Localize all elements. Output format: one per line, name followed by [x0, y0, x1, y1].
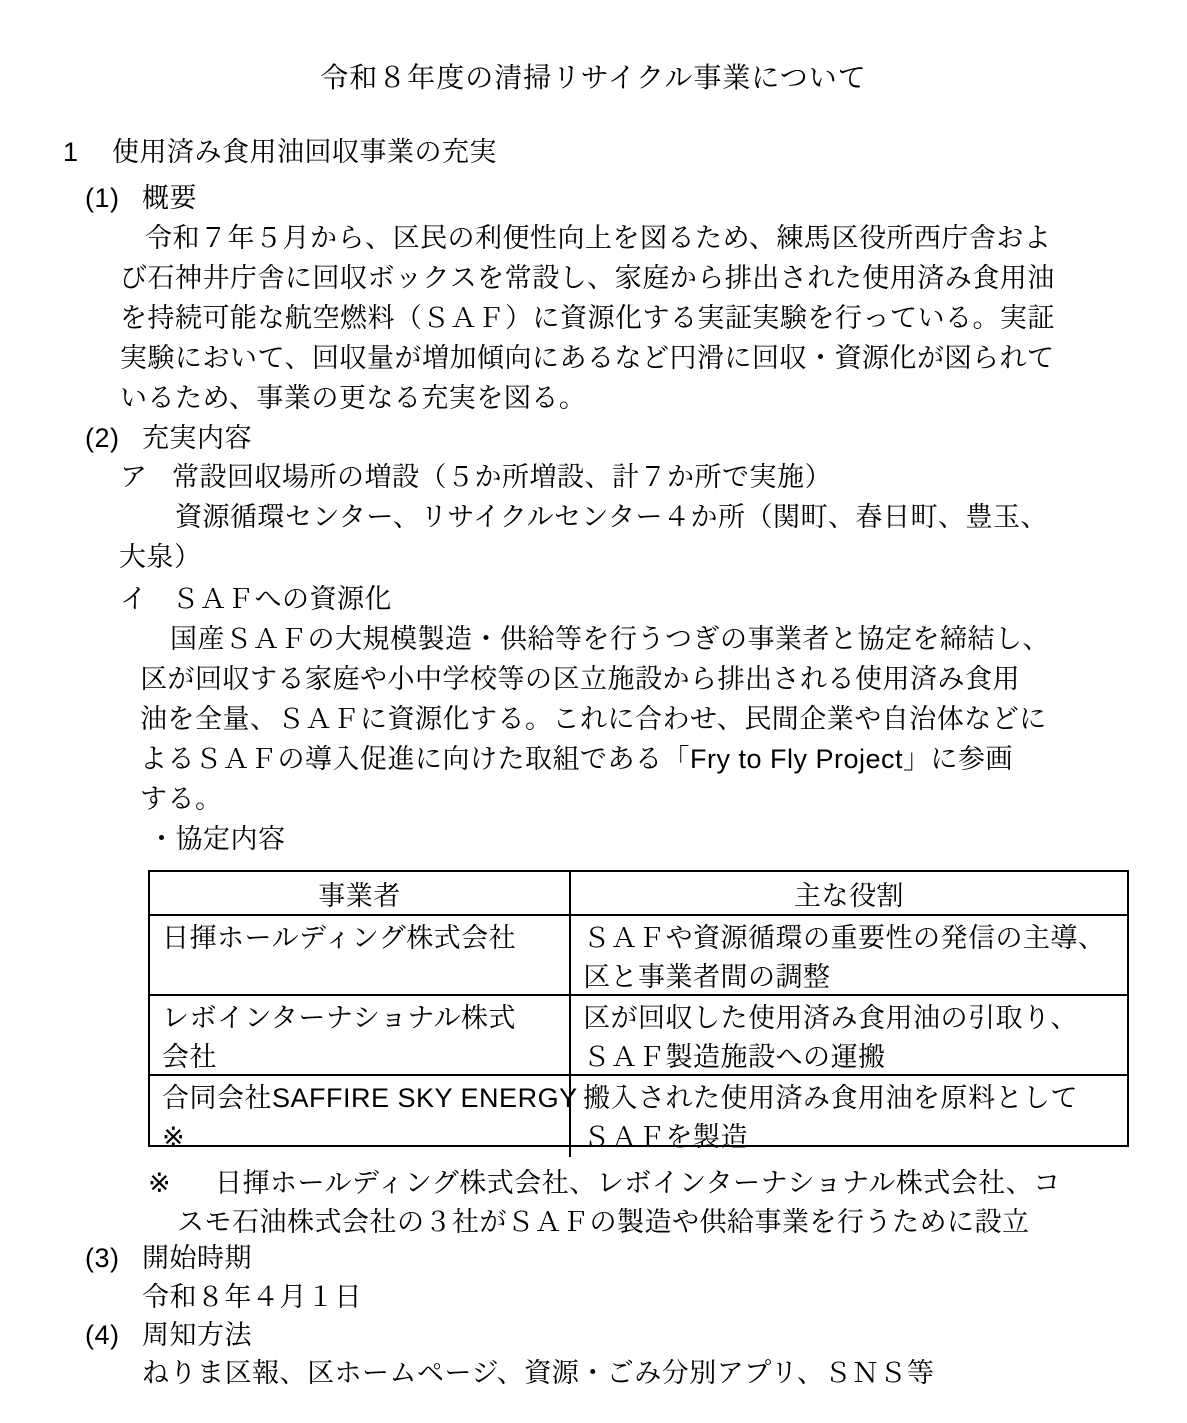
- sub-a-label: ア: [120, 462, 148, 492]
- sub-a-heading: 常設回収場所の増設（５か所増設、計７か所で実施）: [172, 462, 832, 492]
- table-header-operator: 事業者: [318, 880, 401, 911]
- paragraph-line: び石神井庁舎に回収ボックスを常設し、家庭から排出された使用済み食用油: [120, 263, 1055, 293]
- section-number: 1: [63, 137, 79, 167]
- paragraph-line: 資源循環センター、リサイクルセンター４か所（関町、春日町、豊玉、: [175, 502, 1048, 532]
- table-cell-operator: レボインターナショナル株式 会社: [150, 994, 569, 1074]
- note-line: スモ石油株式会社の３社がＳＡＦの製造や供給事業を行うために設立: [177, 1207, 1030, 1237]
- item4-heading: 周知方法: [142, 1320, 252, 1350]
- table-cell-operator: 日揮ホールディング株式会社: [150, 914, 569, 994]
- table-cell-role: ＳＡＦや資源循環の重要性の発信の主導、 区と事業者間の調整: [569, 914, 1127, 994]
- paragraph-line: いるため、事業の更なる充実を図る。: [120, 383, 587, 413]
- paragraph-line: 国産ＳＡＦの大規模製造・供給等を行うつぎの事業者と協定を締結し、: [170, 624, 1050, 654]
- sub-i-label: イ: [120, 584, 148, 614]
- table-header-role: 主な役割: [569, 872, 1127, 914]
- note-line: 日揮ホールディング株式会社、レボインターナショナル株式会社、コ: [215, 1168, 1061, 1198]
- section-heading: 使用済み食用油回収事業の充実: [112, 137, 497, 167]
- document-title: 令和８年度の清掃リサイクル事業について: [320, 62, 867, 93]
- paragraph-line: よるＳＡＦの導入促進に向けた取組である「Fry to Fly Project」に参画: [140, 744, 1014, 774]
- agreement-table: [148, 870, 1129, 1152]
- item3-content: 令和８年４月１日: [142, 1282, 362, 1312]
- paragraph-line: 油を全量、ＳＡＦに資源化する。これに合わせ、民間企業や自治体などに: [140, 704, 1047, 734]
- paragraph-line: 令和７年５月から、区民の利便性向上を図るため、練馬区役所西庁舎およ: [145, 223, 1052, 253]
- paragraph-line: する。: [140, 784, 223, 814]
- sub-i-heading: ＳＡＦへの資源化: [172, 584, 392, 614]
- item1-label: (1): [85, 183, 120, 213]
- item2-label: (2): [85, 423, 120, 453]
- item3-heading: 開始時期: [142, 1243, 252, 1273]
- table-cell-role: 搬入された使用済み食用油を原料として ＳＡＦを製造: [569, 1074, 1127, 1157]
- item2-heading: 充実内容: [142, 423, 252, 453]
- item3-label: (3): [85, 1243, 120, 1273]
- paragraph-line: 実験において、回収量が増加傾向にあるなど円滑に回収・資源化が図られて: [120, 343, 1055, 373]
- note-marker: ※: [148, 1168, 172, 1198]
- item1-heading: 概要: [142, 183, 197, 213]
- item4-label: (4): [85, 1320, 120, 1350]
- table-cell-operator: 合同会社SAFFIRE SKY ENERGY ※: [150, 1074, 569, 1157]
- item4-content: ねりま区報、区ホームページ、資源・ごみ分別アプリ、ＳＮＳ等: [142, 1358, 935, 1388]
- paragraph-line: 大泉）: [119, 542, 202, 572]
- paragraph-line: を持続可能な航空燃料（ＳＡＦ）に資源化する実証実験を行っている。実証: [120, 303, 1055, 333]
- paragraph-line: 区が回収する家庭や小中学校等の区立施設から排出される使用済み食用: [140, 664, 1020, 694]
- table-cell-role: 区が回収した使用済み食用油の引取り、 ＳＡＦ製造施設への運搬: [569, 994, 1127, 1074]
- agreement-bullet: ・協定内容: [148, 824, 286, 854]
